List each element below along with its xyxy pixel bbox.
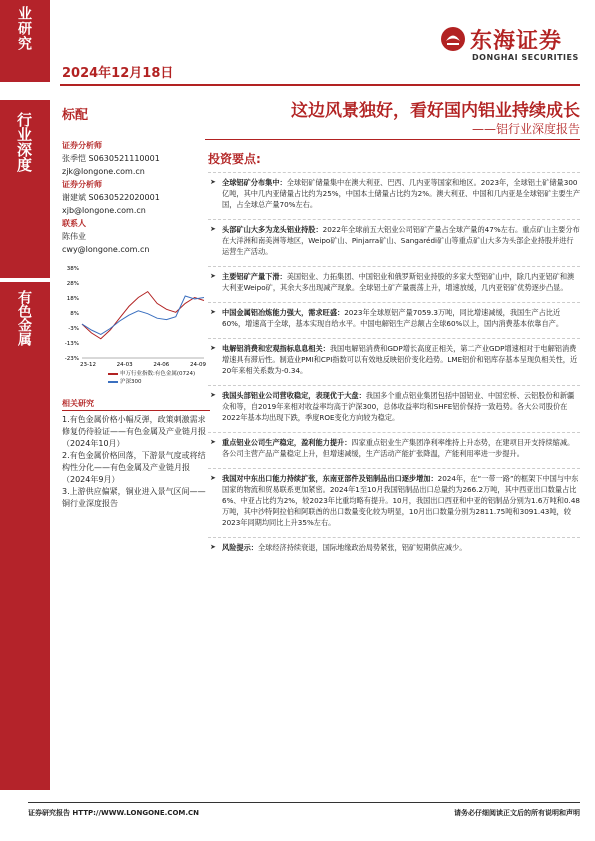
bullet-arrow-icon: ➤ [210,474,216,482]
industry-rating: 标配 [62,108,89,123]
logo-mark-icon [440,26,466,52]
bullet-arrow-icon: ➤ [210,272,216,280]
analyst-block [62,139,202,256]
key-points-list [208,172,580,562]
report-type-label: 业研究 [16,6,32,51]
analyst-email[interactable]: xjb@longone.com.cn [62,206,146,215]
category-band [0,100,50,790]
series-line [82,296,204,334]
key-point-heading: 重点铝业公司生产稳定，盈利能力提升： [222,438,352,447]
report-type-band [0,0,50,82]
y-tick-label: -13% [64,341,79,347]
key-point-text: 四家重点铝业生产集团净利率维持上升态势，在建项目开支持续缩减。各公司主营产品产量稳定上升，但增速减缓，生产活动产能扩张降温，产能利用率进一步提升。 [222,438,575,458]
related-item[interactable]: 2.有色金属价格回落，下游景气度或将结构性分化——有色金属及产业链月报（2024年9月） [62,451,206,484]
key-point-heading: 头部矿山大多为龙头铝业持股： [222,225,323,234]
key-point-heading: 主要铝矿产量下滑： [222,272,287,281]
bullet-arrow-icon: ➤ [210,344,216,352]
related-research [62,398,210,510]
key-point-text: 美国铝业、力拓集团、中国铝业和俄罗斯铝业持股的多家大型铝矿山中，除几内亚铝矿和澳大利亚Weipo矿，其余大多出现减产现象。全球铝土矿产量震荡上升，增速放缓，几内亚铝矿优势逐步凸显。 [222,272,575,292]
key-point-heading: 电解铝消费和宏观指标息息相关： [222,344,330,353]
logo-english-name: DONGHAI SECURITIES [472,53,579,62]
analyst-label: 证券分析师 [62,141,102,150]
bullet-arrow-icon: ➤ [210,308,216,316]
key-point-text: 全球经济持续衰退，国际地缘政治局势紧张，铝矿短期供应减少。 [257,543,467,552]
bullet-arrow-icon: ➤ [210,391,216,399]
key-point [208,266,580,293]
bullet-arrow-icon: ➤ [210,543,216,551]
x-tick-label: 24-03 [116,362,133,368]
key-point-heading: 我国对中东出口能力持续扩张，东南亚部件及铝制品出口逐步增加： [222,474,438,483]
legend-swatch [108,373,118,375]
key-point-heading: 中国金属铝冶炼能力强大，需求旺盛： [222,308,345,317]
company-logo [440,24,580,68]
y-tick-label: -23% [64,356,79,362]
key-point-text: 2023年全球原铝产量7059.3万吨，同比增速减缓，我国生产占比近60%，增速高于全球，基本实现自给水平。中国电解铝生产总额占全球60%以上，国内消费基本依靠自产。 [222,308,564,328]
key-point-text: 2024年，在“一带一路”的框架下中国与中东国家的物流和贸易联系更加紧密。2024年1至10月我国铝制品出口总量约为266.2万吨，其中西亚出口数量占比6%、中亚占比约为2%，较2023年比重均略有提升。10月，我国出口西亚和中亚的铝制品分别为1.6万吨和0.48万吨，其中沙特阿拉伯和阿联酋的出口数量变化较为明显，10月出口数量分别为2811.75吨和3091.43吨，较2023年同期均同比上升35%左右。 [222,474,580,527]
key-point-text: 我国电解铝消费和GDP增长高度正相关，第二产业GDP增速相对于电解铝消费增速具有滞后性。制造业PMI和CPI指数可以有效地反映铝价变化趋势。LME铝价和铝库存基本呈现负相关性，近20年来相关系数为-0.34。 [222,344,578,375]
key-points-heading: 投资要点: [208,152,261,166]
key-point [208,537,580,553]
y-tick-label: 8% [70,311,79,317]
key-point [208,302,580,329]
legend-label: 沪深300 [120,379,142,385]
key-point [208,385,580,423]
x-tick-label: 24-09 [190,362,206,368]
category-label: 行业深度 [15,112,33,172]
key-point-heading: 全球铝矿分布集中： [222,178,287,187]
performance-chart [58,262,208,378]
bullet-arrow-icon: ➤ [210,178,216,186]
key-point-text: 2022年全球前五大铝业公司铝矿产量占全球产量的47%左右。重点矿山主要分布在大洋洲和南美洲等地区，Weipo矿山、Pinjarra矿山、Sangarédi矿山等重点矿山大多为头部企业持股并进行运营生产活动。 [222,225,580,256]
header-divider [60,84,580,86]
logo-chinese-name: 东海证券 [470,29,563,54]
x-tick-label: 24-06 [153,362,170,368]
key-point [208,219,580,257]
key-point-heading: 风险提示： [222,543,258,552]
y-tick-label: 28% [66,281,79,287]
title-divider [205,139,580,140]
contact-label: 联系人 [62,219,86,228]
report-title: 这边风景独好，看好国内铝业持续成长 [291,101,580,121]
report-subtitle: ——铝行业深度报告 [471,122,580,136]
y-tick-label: 38% [66,266,79,272]
bullet-arrow-icon: ➤ [210,225,216,233]
legend-swatch [108,381,118,383]
legend-item [108,378,195,386]
key-point-heading: 我国头部铝业公司营收稳定，表现优于大盘： [222,391,366,400]
analyst-name: 谢建斌 S0630522020001 [62,193,160,202]
related-research-heading: 相关研究 [62,398,210,411]
chart-legend [108,370,195,386]
analyst-label: 证券分析师 [62,180,102,189]
y-tick-label: -3% [68,326,79,332]
report-date: 2024年12月18日 [62,66,174,81]
legend-label: 申万行业指数:有色金属(0724) [120,371,196,377]
key-point-text: 我国多个重点铝业集团包括中国铝业、中国宏桥、云铝股份和新疆众和等，自2019年来相对收益率均高于沪深300，总体收益率均和SHFE铝价保持一致趋势。各大公司股价在2022年基本均出现下跌，季度ROE变化方向较为稳定。 [222,391,575,422]
band-divider [0,278,50,282]
sector-label: 有色金属 [16,290,32,346]
contact-name: 陈伟业 [62,232,86,241]
bullet-arrow-icon: ➤ [210,438,216,446]
key-point [208,468,580,528]
y-tick-label: 18% [66,296,79,302]
legend-item [108,370,195,378]
footer-disclaimer: 请务必仔细阅读正文后的所有说明和声明 [454,809,580,817]
series-line [82,292,204,339]
key-point [208,432,580,459]
analyst-name: 张季恺 S0630521110001 [62,154,160,163]
key-point [208,172,580,210]
key-point-text: 全球铝矿储量集中在澳大利亚、巴西、几内亚等国家和地区。2023年，全球铝土矿储量300亿吨，其中几内亚储量占比约为25%，中国本土储量占比约为2%。澳大利亚、中国和几内亚是全球铝矿主要生产国，占全球总产量70%左右。 [222,178,581,209]
related-item[interactable]: 3.上游供应偏紧，铜业进入景气区间——铜行业深度报告 [62,487,206,508]
key-point [208,338,580,376]
footer-divider [28,802,580,803]
related-item[interactable]: 1.有色金属价格小幅反弹，政策刺激需求修复仍待验证——有色金属及产业链月报（2024年10月） [62,415,206,448]
contact-email[interactable]: cwy@longone.com.cn [62,245,150,254]
x-tick-label: 23-12 [80,362,96,368]
analyst-email[interactable]: zjk@longone.com.cn [62,167,145,176]
footer-website[interactable]: 证券研究报告 HTTP://WWW.LONGONE.COM.CN [28,809,200,817]
